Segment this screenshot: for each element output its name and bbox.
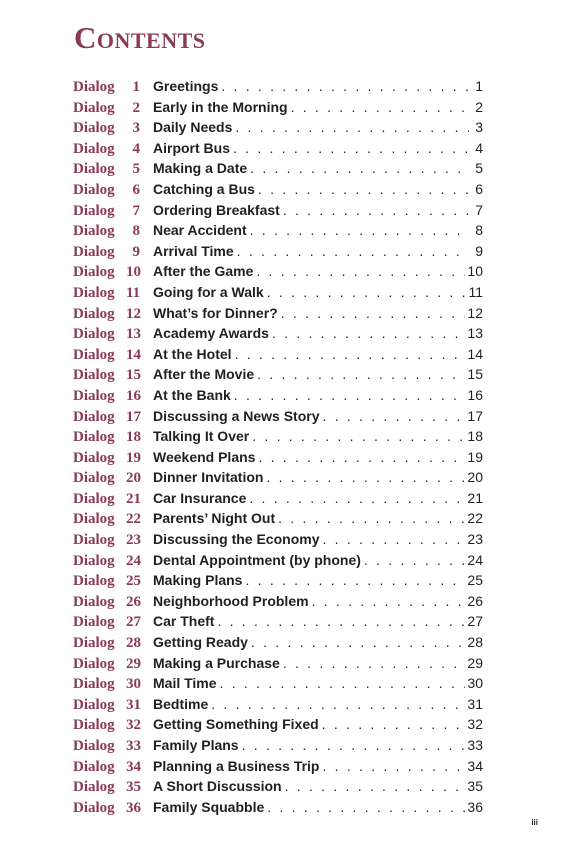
dialog-number: 20 [126,470,141,487]
toc-entry[interactable] [73,76,483,97]
dialog-number: 34 [126,758,141,775]
dialog-label [73,407,153,428]
dot-leader [278,508,465,529]
page-ref: 22 [467,510,483,527]
toc-entry[interactable] [73,426,483,447]
page-ref: 8 [475,222,483,239]
toc-entry[interactable] [73,797,483,818]
dialog-number: 25 [126,573,141,590]
dialog-number: 28 [126,635,141,652]
page-ref: 25 [467,572,483,589]
toc-entry-body [153,467,483,488]
toc-entry-body [153,261,483,282]
dialog-title: Bedtime [153,695,209,712]
dialog-word: Dialog [73,449,115,466]
dialog-word: Dialog [73,552,115,569]
dialog-title: After the Movie [153,366,255,383]
dialog-word: Dialog [73,99,115,116]
dialog-title: Making a Purchase [153,654,280,671]
dot-leader [249,488,465,509]
dialog-label [73,324,153,345]
toc-entry[interactable] [73,138,483,159]
dialog-title: At the Hotel [153,345,232,362]
dialog-number: 10 [126,264,141,281]
page-ref: 28 [467,634,483,651]
dialog-word: Dialog [73,284,115,301]
dialog-title: Mail Time [153,675,217,692]
toc-entry[interactable] [73,261,483,282]
dot-leader [245,570,465,591]
dot-leader [258,447,465,468]
dialog-number: 32 [126,717,141,734]
dialog-title: Getting Ready [153,634,248,651]
toc-entry-body [153,179,483,200]
page-ref: 14 [467,345,483,362]
toc-entry[interactable] [73,694,483,715]
page-ref: 29 [467,654,483,671]
page-ref: 6 [475,180,483,197]
dialog-label [73,242,153,263]
dialog-word: Dialog [73,408,115,425]
toc-entry-body [153,488,483,509]
dialog-title: Making a Date [153,160,248,177]
dialog-word: Dialog [73,470,115,487]
dialog-word: Dialog [73,305,115,322]
page-ref: 10 [467,263,483,280]
dialog-number: 6 [132,181,140,198]
dialog-number: 29 [126,655,141,672]
dialog-word: Dialog [73,181,115,198]
toc-entry-body [153,694,483,715]
dialog-title: Academy Awards [153,325,269,342]
dialog-title: Planning a Business Trip [153,757,320,774]
toc-entry-body [153,632,483,653]
dot-leader [233,138,469,159]
toc-entry-body [153,117,483,138]
dot-leader [283,653,466,674]
dialog-number: 1 [132,79,140,95]
toc-entry[interactable] [73,200,483,221]
toc-entry[interactable] [73,714,483,735]
dialog-number: 23 [126,532,141,549]
page-ref: 11 [468,283,483,300]
toc-entry[interactable] [73,179,483,200]
dialog-title: A Short Discussion [153,778,282,795]
toc-entry-body [153,508,483,529]
dialog-title: Catching a Bus [153,180,255,197]
dialog-number: 18 [126,429,141,446]
dialog-word: Dialog [73,779,115,796]
toc-entry-body [153,591,483,612]
dot-leader [220,673,466,694]
page-ref: 33 [467,737,483,753]
page-ref: 4 [475,139,483,156]
dialog-label [73,674,153,695]
toc-entry-body [153,364,483,385]
page-ref: 23 [467,531,483,548]
page-ref: 15 [467,366,483,383]
page-ref: 24 [467,551,483,568]
toc-entry-body [153,653,483,674]
dot-leader [251,632,466,653]
dialog-word: Dialog [73,573,115,590]
dialog-word: Dialog [73,140,115,157]
dialog-number: 8 [132,223,140,240]
dot-leader [217,611,465,632]
dot-leader [283,200,469,221]
dot-leader [256,261,465,282]
dialog-label [73,551,153,572]
dialog-title: Arrival Time [153,242,234,259]
dialog-word: Dialog [73,120,115,137]
dot-leader [291,97,469,118]
toc-entry[interactable] [73,344,483,365]
dialog-number: 3 [132,120,140,137]
dialog-label [73,221,153,242]
dot-leader [250,158,469,179]
toc-entry[interactable] [73,406,483,427]
dialog-title: Early in the Morning [153,98,288,115]
page-ref: 31 [467,695,483,712]
dot-leader [322,529,465,550]
toc-entry-body [153,220,483,241]
dialog-word: Dialog [73,532,115,549]
toc-entry-body [153,570,483,591]
dialog-number: 15 [126,367,141,384]
dialog-title: Dental Appointment (by phone) [153,551,361,568]
dialog-number: 35 [126,779,141,796]
dialog-label [73,530,153,551]
dialog-label [73,365,153,386]
toc-entry[interactable] [73,97,483,118]
dialog-label [73,633,153,654]
dialog-label [73,715,153,736]
dialog-title: Discussing a News Story [153,407,320,424]
toc-entry-body [153,158,483,179]
dialog-number: 5 [132,161,140,178]
dialog-label [73,592,153,613]
toc-entry-body [153,76,483,97]
dialog-word: Dialog [73,429,115,446]
dialog-title: Talking It Over [153,428,250,445]
toc-entry-body [153,344,483,365]
dialog-number: 13 [126,326,141,343]
dialog-number: 16 [126,387,141,404]
dialog-label [73,262,153,283]
dot-leader [364,550,466,571]
toc-entry-body [153,241,483,262]
toc-entry[interactable] [73,282,483,303]
toc-entry[interactable] [73,550,483,571]
dialog-number: 27 [126,614,141,631]
dialog-word: Dialog [73,738,115,754]
dot-leader [211,694,465,715]
toc-entry-body [153,673,483,694]
toc-entry-body [153,97,483,118]
dot-leader [235,117,469,138]
toc-entry-body [153,611,483,632]
dialog-title: What’s for Dinner? [153,304,278,321]
toc-entry[interactable] [73,323,483,344]
toc-entry[interactable] [73,241,483,262]
dialog-word: Dialog [73,614,115,631]
dialog-word: Dialog [73,346,115,363]
dialog-label [73,77,153,98]
dialog-number: 36 [126,799,141,816]
toc-entry-body [153,385,483,406]
dialog-number: 12 [126,305,141,322]
dialog-number: 21 [126,490,141,507]
dialog-label [73,695,153,716]
dialog-word: Dialog [73,758,115,775]
toc-entry-body [153,426,483,447]
dot-leader [267,282,467,303]
dialog-number: 33 [126,738,141,754]
dot-leader [322,714,466,735]
dialog-title: Car Insurance [153,489,247,506]
page-number: iii [531,818,538,827]
dot-leader [235,344,466,365]
dialog-label [73,798,153,819]
dialog-title: Getting Something Fixed [153,716,319,733]
dot-leader [252,426,465,447]
dialog-number: 19 [126,449,141,466]
dialog-title: Discussing the Economy [153,531,320,548]
dialog-word: Dialog [73,696,115,713]
dialog-title: Parents’ Night Out [153,510,276,527]
toc-entry-body [153,406,483,427]
toc-entry[interactable] [73,673,483,694]
page-ref: 7 [475,201,483,218]
dialog-number: 26 [126,593,141,610]
toc-entry-body [153,756,483,777]
toc-entry-body [153,529,483,550]
toc-entry[interactable] [73,570,483,591]
dialog-number: 17 [126,408,141,425]
dot-leader [323,406,466,427]
dialog-word: Dialog [73,511,115,528]
dialog-title: Daily Needs [153,119,233,136]
dialog-label [73,159,153,180]
dot-leader [322,756,465,777]
dot-leader [272,323,465,344]
dialog-title: Car Theft [153,613,215,630]
dialog-number: 9 [132,243,140,260]
dot-leader [234,385,466,406]
page-ref: 19 [467,448,483,465]
page-ref: 32 [467,716,483,733]
toc-entry-body [153,323,483,344]
dialog-word: Dialog [73,799,115,816]
dialog-word: Dialog [73,655,115,672]
dialog-label [73,201,153,222]
dialog-number: 2 [132,99,140,116]
dialog-title: Greetings [153,78,219,94]
page-ref: 30 [467,675,483,692]
dot-leader [281,303,466,324]
toc-entry[interactable] [73,220,483,241]
dialog-word: Dialog [73,264,115,281]
dialog-word: Dialog [73,161,115,178]
toc-entry-body [153,138,483,159]
dialog-label [73,118,153,139]
dot-leader [257,364,465,385]
dialog-word: Dialog [73,243,115,260]
dialog-label [73,612,153,633]
toc-entry[interactable] [73,591,483,612]
toc-entry-body [153,797,483,818]
toc-entry[interactable] [73,776,483,797]
dialog-label [73,757,153,778]
toc-entry-body [153,714,483,735]
page-ref: 13 [467,325,483,342]
page-ref: 26 [467,592,483,609]
toc-entry[interactable] [73,385,483,406]
dialog-label [73,654,153,675]
dialog-label [73,180,153,201]
toc-entry-body [153,303,483,324]
dot-leader [312,591,466,612]
dialog-title: Going for a Walk [153,283,264,300]
page-ref: 17 [467,407,483,424]
dialog-word: Dialog [73,387,115,404]
dialog-title: Near Accident [153,222,247,239]
page-ref: 2 [475,98,483,115]
toc-entry-body [153,776,483,797]
dialog-label [73,345,153,366]
table-of-contents [73,76,483,817]
dot-leader [237,241,469,262]
toc-entry[interactable] [73,611,483,632]
toc-entry[interactable] [73,529,483,550]
dialog-word: Dialog [73,593,115,610]
dialog-label [73,448,153,469]
dialog-word: Dialog [73,202,115,219]
dot-leader [285,776,466,797]
page-ref: 1 [475,78,483,94]
dialog-label [73,736,153,757]
dialog-word: Dialog [73,79,115,95]
dot-leader [267,797,465,818]
dot-leader [242,735,466,756]
dialog-label [73,509,153,530]
toc-entry[interactable] [73,756,483,777]
page-ref: 12 [467,304,483,321]
toc-entry-body [153,550,483,571]
dot-leader [250,220,469,241]
page-ref: 34 [467,757,483,774]
toc-entry[interactable] [73,303,483,324]
dialog-label [73,283,153,304]
dialog-title: Airport Bus [153,139,230,156]
page-ref: 36 [467,798,483,815]
dialog-title: Neighborhood Problem [153,592,309,609]
toc-entry[interactable] [73,632,483,653]
toc-entry[interactable] [73,508,483,529]
toc-entry[interactable] [73,364,483,385]
dot-leader [258,179,469,200]
dialog-title: Weekend Plans [153,448,256,465]
toc-entry[interactable] [73,447,483,468]
dialog-word: Dialog [73,490,115,507]
toc-entry-body [153,447,483,468]
page-ref: 21 [467,489,483,506]
page-ref: 18 [467,428,483,445]
dialog-word: Dialog [73,367,115,384]
page-ref: 5 [475,160,483,177]
toc-entry-body [153,735,483,756]
dialog-label [73,304,153,325]
dialog-number: 31 [126,696,141,713]
dialog-word: Dialog [73,717,115,734]
dialog-title: Making Plans [153,572,243,589]
dialog-word: Dialog [73,676,115,693]
dialog-number: 22 [126,511,141,528]
dialog-title: After the Game [153,263,254,280]
dot-leader [266,467,465,488]
page-ref: 9 [475,242,483,259]
page-ref: 3 [475,119,483,136]
dialog-title: Dinner Invitation [153,469,264,486]
dialog-number: 14 [126,346,141,363]
dialog-label [73,571,153,592]
toc-entry[interactable] [73,117,483,138]
toc-entry-body [153,282,483,303]
dialog-label [73,777,153,798]
dialog-label [73,427,153,448]
toc-entry[interactable] [73,653,483,674]
dialog-label [73,386,153,407]
dialog-label [73,98,153,119]
toc-entry-body [153,200,483,221]
dialog-label [73,489,153,510]
page-ref: 20 [467,469,483,486]
dialog-title: Family Squabble [153,798,265,815]
dialog-number: 7 [132,202,140,219]
dialog-number: 4 [132,140,140,157]
dialog-number: 30 [126,676,141,693]
toc-entry[interactable] [73,158,483,179]
dialog-title: Ordering Breakfast [153,201,280,218]
dialog-word: Dialog [73,326,115,343]
dialog-title: Family Plans [153,737,239,753]
dialog-word: Dialog [73,223,115,240]
dot-leader [221,76,469,97]
dialog-label [73,468,153,489]
toc-entry[interactable] [73,467,483,488]
page-ref: 16 [467,386,483,403]
toc-entry[interactable] [73,735,483,756]
dialog-word: Dialog [73,635,115,652]
page-ref: 27 [467,613,483,630]
toc-entry[interactable] [73,488,483,509]
dialog-label [73,139,153,160]
dialog-title: At the Bank [153,386,231,403]
dialog-number: 11 [126,284,141,301]
page-title: Contents [74,20,206,55]
dialog-number: 24 [126,552,141,569]
page-ref: 35 [467,778,483,795]
